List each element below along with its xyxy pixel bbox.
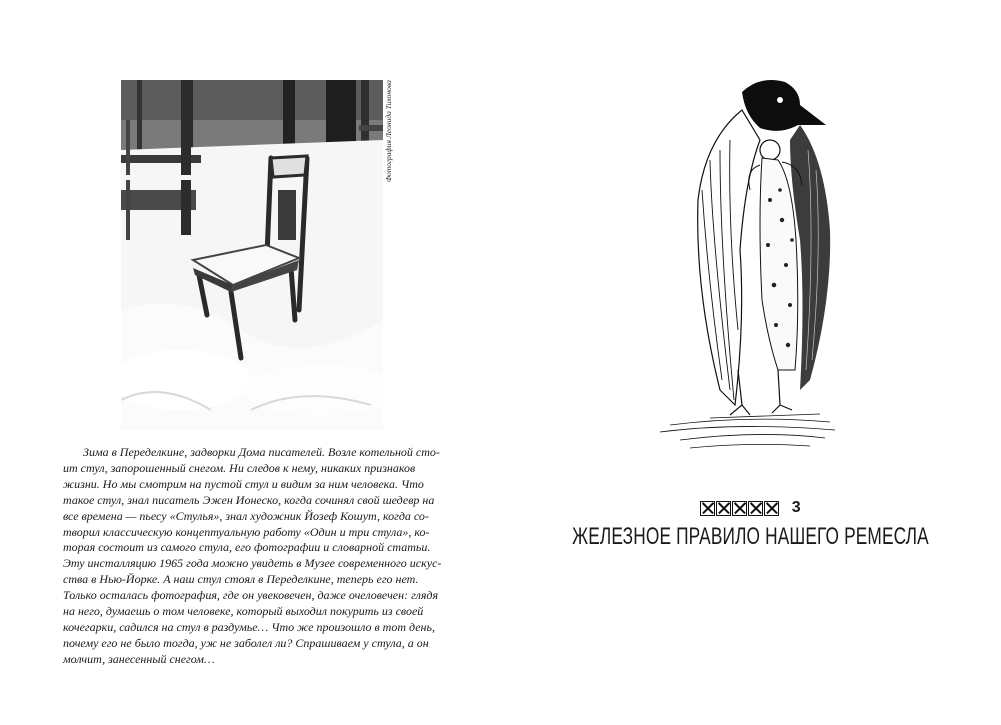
caption-line: все времена — пьесу «Стулья», знал художник Йозеф Кошут, когда со- <box>63 508 429 523</box>
caption-line: торая состоит из самого стула, его фотографии и словарной статьи. <box>63 540 431 555</box>
photo-credit: Фотография Леонида Тихонова <box>384 80 393 182</box>
left-page <box>0 0 500 725</box>
caption-line: ства в Нью-Йорке. А наш стул стоял в Переделкине, теперь его нет. <box>63 572 419 587</box>
caption-line: на него, думаешь о том человеке, который выходил покурить из своей <box>63 604 424 619</box>
photo-caption <box>63 445 442 668</box>
caption-line: творил классическую концептуальную работу «Один и три стула», ко- <box>63 524 430 539</box>
glyph-box <box>748 501 763 516</box>
caption-line: Зима в Переделкине, задворки Дома писателей. Возле котельной сто- <box>83 445 440 459</box>
caption-line: кочегарки, садился на стул в раздумье… Что же произошло в тот день, <box>63 619 435 634</box>
glyph-box <box>700 501 715 516</box>
caption-line: жизни. Но мы смотрим на пустой стул и видим за ним человека. Что <box>63 476 424 491</box>
chapter-marker <box>500 499 1001 517</box>
chapter-title: ЖЕЛЕЗНОЕ ПРАВИЛО НАШЕГО РЕМЕСЛА <box>572 523 929 550</box>
caption-line: Только осталась фотография, где он увековечен, даже очеловечен: глядя <box>63 588 439 603</box>
caption-line: такое стул, знал писатель Эжен Ионеско, когда сочинял свой шедевр на <box>63 492 435 507</box>
chapter-number: 3 <box>791 499 801 516</box>
caption-line: Эту инсталляцию 1965 года можно увидеть в Музее современного искус- <box>63 556 442 571</box>
caption-line: молчит, занесенный снегом… <box>63 651 215 666</box>
glyph-box <box>764 501 779 516</box>
raven-embracing-girl-illustration <box>650 70 850 470</box>
caption-line: почему его не было тогда, уж не заболел ли? Спрашиваем у стула, а он <box>63 635 429 650</box>
caption-line: ит стул, запорошенный снегом. Ни следов к нему, никаких признаков <box>63 460 416 475</box>
glyph-box <box>732 501 747 516</box>
glyph-box <box>716 501 731 516</box>
chair-in-snow-photo <box>121 80 383 430</box>
chapter-label-glyphs <box>700 501 779 516</box>
right-page <box>500 0 1001 725</box>
